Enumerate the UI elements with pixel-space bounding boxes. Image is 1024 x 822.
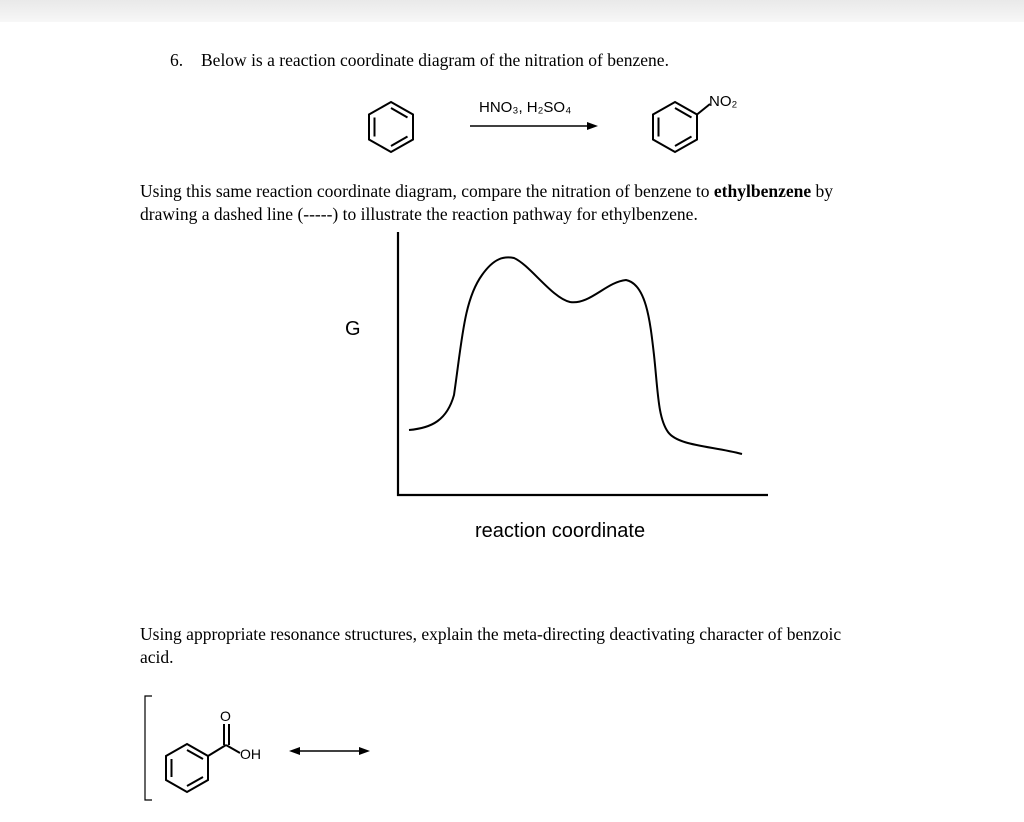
benzene-ring <box>369 102 413 152</box>
reagents-label: HNO₃, H₂SO₄ <box>479 99 572 116</box>
instruction-text-b: by <box>811 181 833 201</box>
carbon-oxygen-bond <box>226 745 240 753</box>
resonance-bracket <box>145 696 152 800</box>
carbonyl-oxygen-label: O <box>220 708 231 724</box>
question-text: Below is a reaction coordinate diagram of the nitration of benzene. <box>201 50 669 70</box>
y-axis-label: G <box>345 318 361 340</box>
instruction-line-2: drawing a dashed line (-----) to illustrate the reaction pathway for ethylbenzene. <box>140 204 698 224</box>
nitro-group-label: NO₂ <box>709 93 738 110</box>
nitrobenzene-structure <box>653 102 710 152</box>
resonance-question-line-1: Using appropriate resonance structures, explain the meta-directing deactivating character of benzoic <box>140 624 842 644</box>
ring-to-carbonyl-bond <box>208 745 226 756</box>
reaction-arrow <box>470 122 598 130</box>
instruction-text-a: Using this same reaction coordinate diagram, compare the nitration of benzene to <box>140 181 714 201</box>
benzoic-acid-structure <box>166 724 240 792</box>
resonance-arrow <box>289 747 370 755</box>
resonance-question-line-2: acid. <box>140 647 174 667</box>
benzene-structure <box>369 102 413 152</box>
diagram-axes <box>397 232 768 496</box>
ethylbenzene-bold: ethylbenzene <box>713 181 812 201</box>
nitrobenzene-ring <box>653 102 697 152</box>
x-axis-label: reaction coordinate <box>475 520 646 542</box>
hydroxyl-label: OH <box>240 746 261 762</box>
nitro-bond <box>697 104 710 115</box>
question-number: 6. <box>170 50 184 70</box>
energy-curve <box>409 257 742 454</box>
